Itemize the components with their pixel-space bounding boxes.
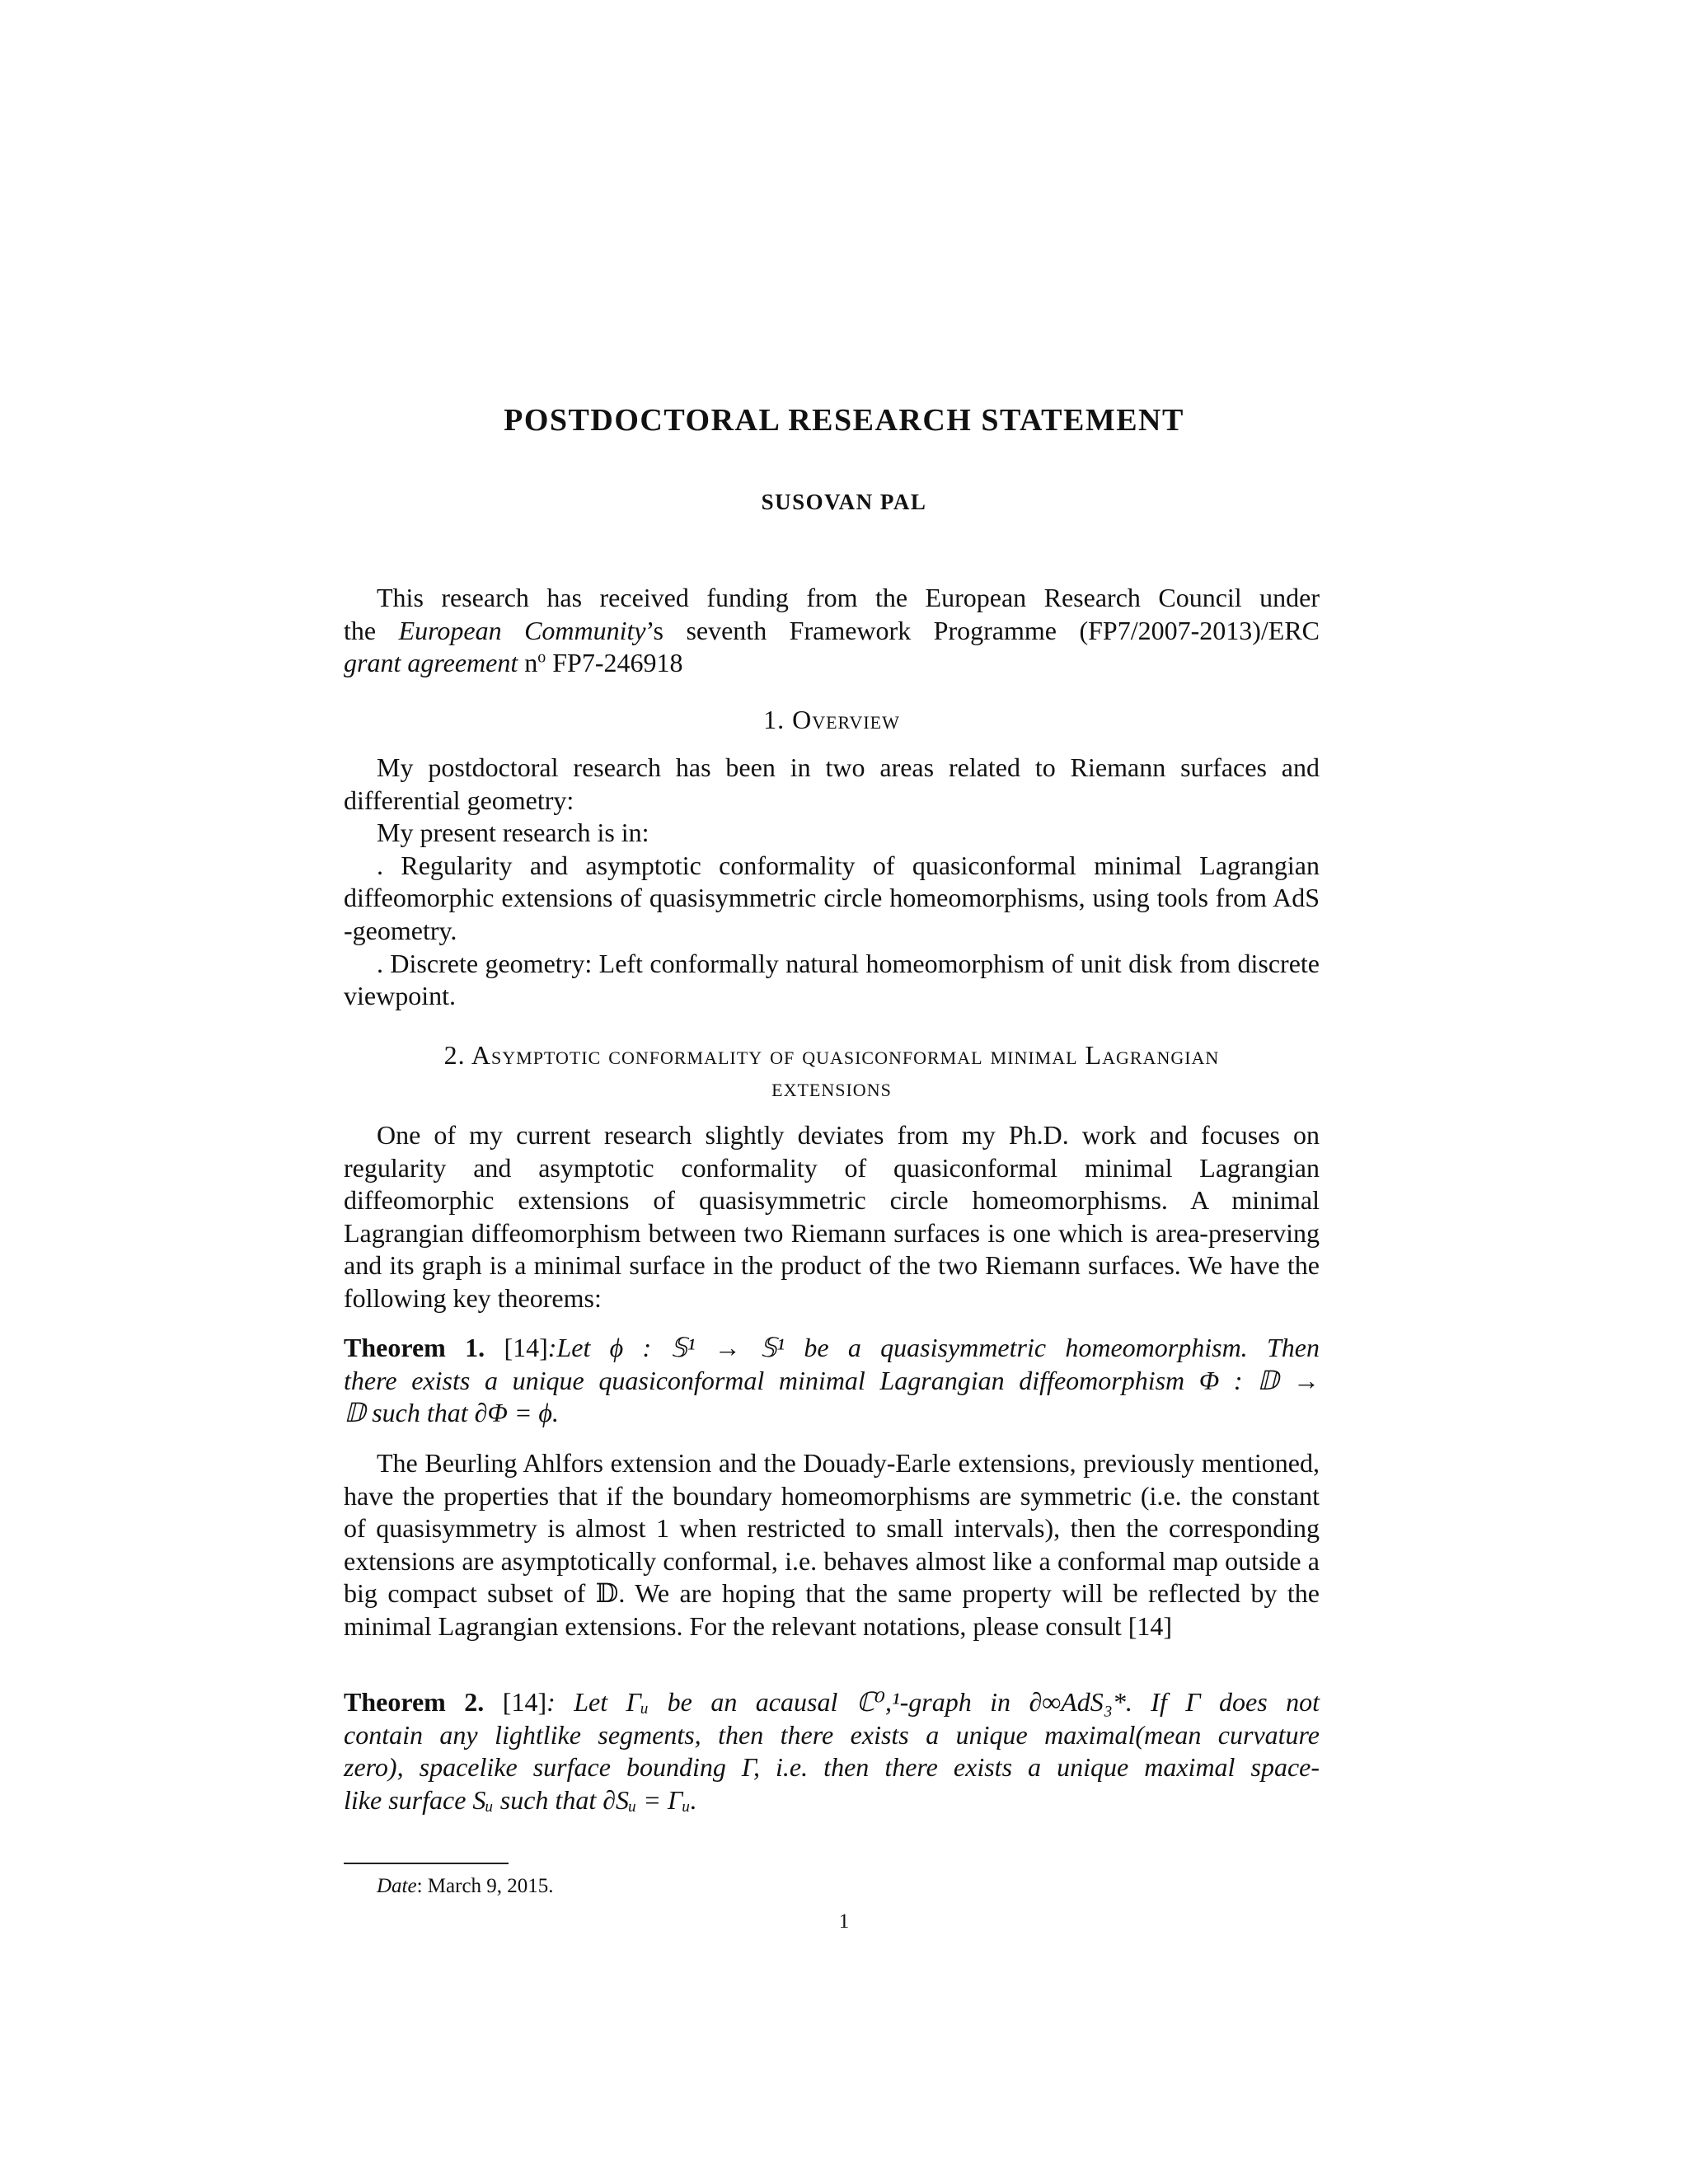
section-asymptotic <box>344 1039 1320 1104</box>
overview-item-2: . Discrete geometry: Left conformally natural homeomorphism of unit disk from discrete viewpoint. <box>344 948 1320 1011</box>
footnote-date <box>377 1875 554 1898</box>
theorem-1-text-line-1: :Let ϕ : 𝕊¹ → 𝕊¹ be a quasisymmetric homeomorphism. Then <box>547 1333 1320 1362</box>
footnote-date-value: : March 9, 2015. <box>416 1875 554 1897</box>
theorem-1-text-line-3: 𝔻 such that ∂Φ = ϕ. <box>344 1398 559 1428</box>
overview-paragraph-2: My present research is in: <box>377 818 649 848</box>
funding-text: n <box>518 648 538 678</box>
page-number: 1 <box>838 1910 850 1933</box>
overview-body <box>344 752 1320 1013</box>
section-heading-asymptotic-line-2: extensions <box>771 1072 892 1102</box>
asymptotic-paragraph-2: The Beurling Ahlfors extension and the Douady-Earle extensions, previously mentioned, have the properties that if the boundary homeomorphisms are symmetric (i.e. the constant of quasisymmetry is almost 1 when restricted to small intervals), then the corresponding extensions are asymptotically conformal, i.e. behaves almost like a conformal map outside a big compact subset of 𝔻. We are hoping that the same property will be reflected by the minimal Lagrangian extensions. For the relevant notations, please consult [14] <box>344 1448 1320 1641</box>
theorem-2-text-line-3: zero), spacelike surface bounding Γ, i.e. then there exists a unique maximal space- <box>344 1752 1320 1783</box>
funding-emphasis: European Community <box>398 615 646 645</box>
theorem-1-text-line-2: there exists a unique quasiconformal minimal Lagrangian diffeomorphism Φ : 𝔻 → <box>344 1365 1320 1395</box>
funding-text: the <box>344 615 399 645</box>
page-title: POSTDOCTORAL RESEARCH STATEMENT <box>504 403 1184 438</box>
author-name: SUSOVAN PAL <box>761 490 927 514</box>
footnote-rule <box>344 1863 509 1864</box>
theorem-1-reference: [14] <box>504 1333 548 1362</box>
funding-note <box>344 582 1320 680</box>
funding-line-1: This research has received funding from the European Research Council under <box>377 583 1320 612</box>
overview-item-1: . Regularity and asymptotic conformality of quasiconformal minimal Lagrangian diffeomorphic extensions of quasisymmetric circle homeomorphisms, using tools from AdS -geometry. <box>344 850 1320 945</box>
funding-text: ’s seventh Framework Programme (FP7/2007-2013)/ERC <box>645 615 1320 645</box>
theorem-2-text-line-2: contain any lightlike segments, then there exists a unique maximal(mean curvature <box>344 1719 1320 1750</box>
theorem-1-label: Theorem 1. <box>344 1333 485 1362</box>
funding-superscript: o <box>537 648 546 667</box>
theorem-1 <box>344 1332 1320 1430</box>
asymptotic-body-2 <box>344 1447 1320 1643</box>
theorem-2-label: Theorem 2. <box>344 1687 485 1717</box>
section-heading-overview: 1. Overview <box>763 705 900 734</box>
theorem-2-reference: [14] <box>502 1687 547 1717</box>
overview-paragraph-1: My postdoctoral research has been in two areas related to Riemann surfaces and differential geometry: <box>344 752 1320 815</box>
funding-emphasis: grant agreement <box>344 648 518 678</box>
asymptotic-body <box>344 1119 1320 1315</box>
funding-grant-number: FP7-246918 <box>546 648 683 678</box>
theorem-2-text-line-4: like surface Sᵤ such that ∂Sᵤ = Γᵤ. <box>344 1784 697 1815</box>
theorem-2-text-line-1: : Let Γᵤ be an acausal ℂ⁰,¹-graph in ∂∞AdS₃*. If Γ does not <box>546 1687 1320 1717</box>
footnote-date-label: Date <box>377 1875 417 1897</box>
section-heading-asymptotic-line-1: 2. Asymptotic conformality of quasiconformal minimal Lagrangian <box>443 1040 1220 1070</box>
theorem-2 <box>344 1686 1320 1816</box>
section-overview <box>344 704 1320 736</box>
asymptotic-paragraph-1: One of my current research slightly deviates from my Ph.D. work and focuses on regularity and asymptotic conformality of quasiconformal minimal Lagrangian diffeomorphic extensions of quasisymmetric circle homeomorphisms. A minimal Lagrangian diffeomorphism between two Riemann surfaces is one which is area-preserving and its graph is a minimal surface in the product of the two Riemann surfaces. We have the following key theorems: <box>344 1120 1320 1313</box>
